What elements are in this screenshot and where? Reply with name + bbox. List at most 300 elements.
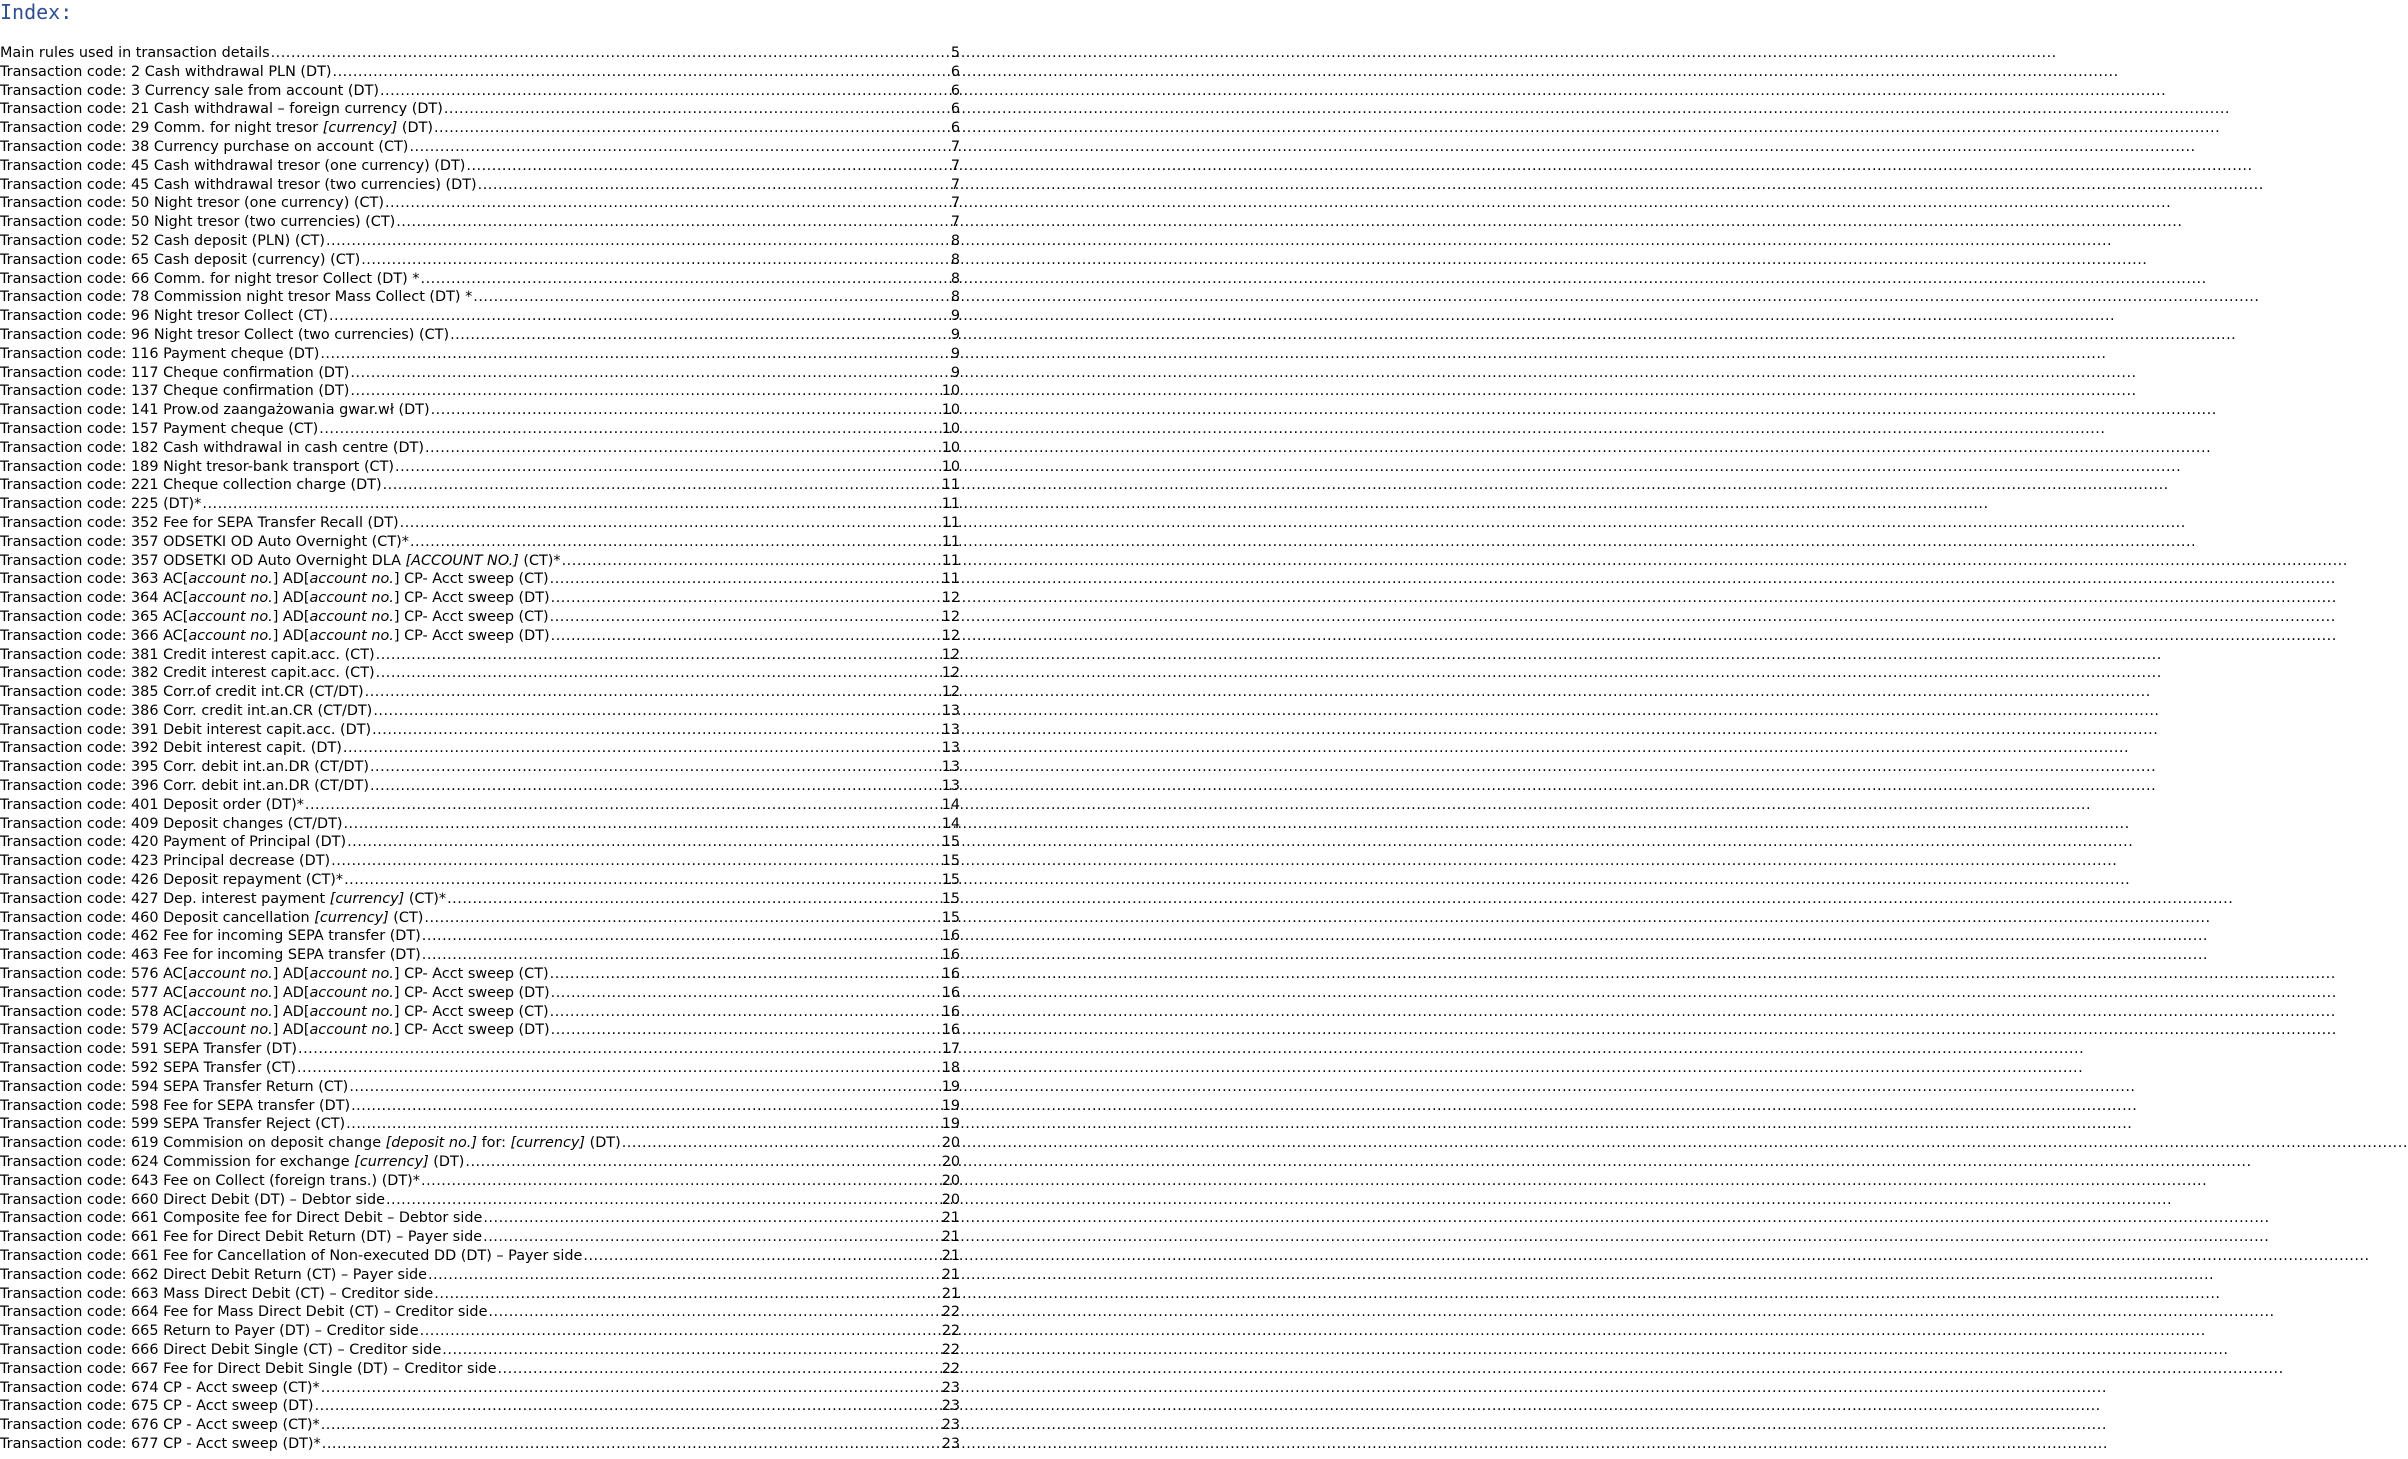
toc-entry-title: Transaction code: 460 Deposit cancellation [currency] (CT): [0, 909, 424, 926]
toc-entry[interactable]: [0, 1435, 960, 1454]
toc-dot-leader: [298, 1040, 941, 1059]
toc-dot-leader: [550, 1003, 941, 1022]
toc-entry-title: Transaction code: 674 CP - Acct sweep (CT)*: [0, 1379, 320, 1396]
toc-entry[interactable]: [0, 345, 960, 364]
toc-entry[interactable]: [0, 1003, 960, 1022]
toc-entry-title: Transaction code: 357 ODSETKI OD Auto Overnight DLA [ACCOUNT NO.] (CT)*: [0, 552, 561, 569]
toc-page-number: 11: [941, 533, 960, 550]
toc-dot-leader: [271, 44, 950, 63]
toc-entry[interactable]: [0, 307, 960, 326]
toc-entry-title: Transaction code: 423 Principal decrease (DT): [0, 853, 331, 870]
toc-entry[interactable]: [0, 608, 960, 627]
toc-dot-leader: [385, 194, 950, 213]
toc-entry[interactable]: [0, 815, 960, 834]
toc-page-number: 11: [941, 477, 960, 494]
toc-entry-title: Transaction code: 395 Corr. debit int.an.DR (CT/DT): [0, 759, 369, 776]
toc-entry[interactable]: [0, 702, 960, 721]
toc-dot-leader: [622, 1134, 941, 1153]
toc-entry[interactable]: [0, 82, 960, 101]
toc-page-number: 8: [950, 270, 960, 287]
toc-entry-title: Transaction code: 599 SEPA Transfer Reject (CT): [0, 1116, 346, 1133]
toc-dot-leader: [297, 1059, 941, 1078]
toc-page-number: 12: [941, 665, 960, 682]
toc-entry[interactable]: [0, 1153, 960, 1172]
table-of-contents: [0, 44, 960, 1454]
toc-dot-leader: [349, 1078, 940, 1097]
toc-entry-title: Transaction code: 50 Night tresor (one currency) (CT): [0, 195, 384, 212]
toc-entry-title: Transaction code: 65 Cash deposit (currency) (CT): [0, 251, 361, 268]
toc-entry[interactable]: [0, 1303, 960, 1322]
toc-entry-title: Transaction code: 117 Cheque confirmation (DT): [0, 364, 350, 381]
toc-page-number: 22: [941, 1360, 960, 1377]
toc-page-number: 12: [941, 684, 960, 701]
toc-entry[interactable]: [0, 1247, 960, 1266]
toc-page-number: 16: [941, 984, 960, 1001]
toc-page-number: 8: [950, 251, 960, 268]
toc-entry-title: Transaction code: 409 Deposit changes (CT/DT): [0, 815, 343, 832]
toc-entry[interactable]: [0, 946, 960, 965]
toc-page-number: 12: [941, 590, 960, 607]
toc-dot-leader: [551, 1021, 941, 1040]
toc-entry-title: Transaction code: 661 Fee for Cancellation of Non-executed DD (DT) – Payer side: [0, 1248, 583, 1264]
toc-entry[interactable]: [0, 495, 960, 514]
index-title: Index:: [0, 0, 73, 24]
toc-page-number: 13: [941, 702, 960, 719]
toc-dot-leader: [424, 909, 940, 928]
toc-entry-title: Transaction code: 661 Composite fee for Direct Debit – Debtor side: [0, 1210, 483, 1227]
toc-page-number: 9: [950, 326, 960, 343]
toc-entry[interactable]: [0, 1360, 960, 1379]
toc-page-number: 15: [941, 853, 960, 870]
toc-dot-leader: [202, 495, 940, 514]
toc-dot-leader: [473, 288, 950, 307]
toc-dot-leader: [425, 439, 941, 458]
toc-entry-title: Transaction code: 426 Deposit repayment (CT)*: [0, 872, 344, 889]
toc-entry[interactable]: [0, 194, 960, 213]
toc-page-number: 16: [941, 1003, 960, 1020]
toc-entry[interactable]: [0, 439, 960, 458]
toc-entry-title: Transaction code: 141 Prow.od zaangażowania gwar.wł (DT): [0, 402, 430, 419]
toc-dot-leader: [350, 364, 949, 383]
toc-entry[interactable]: [0, 420, 960, 439]
toc-page-number: 21: [941, 1229, 960, 1246]
toc-entry-title: Transaction code: 420 Payment of Principal (DT): [0, 834, 347, 851]
toc-dot-leader: [319, 420, 940, 439]
toc-entry-title: Transaction code: 357 ODSETKI OD Auto Overnight (CT)*: [0, 533, 409, 550]
toc-page-number: 10: [941, 402, 960, 419]
toc-entry-title: Transaction code: 45 Cash withdrawal tresor (one currency) (DT): [0, 157, 466, 174]
toc-entry[interactable]: [0, 270, 960, 289]
toc-page-number: 14: [941, 796, 960, 813]
toc-entry[interactable]: [0, 852, 960, 871]
toc-dot-leader: [483, 1209, 940, 1228]
toc-entry[interactable]: [0, 927, 960, 946]
toc-entry[interactable]: [0, 721, 960, 740]
toc-dot-leader: [322, 1435, 941, 1454]
toc-dot-leader: [442, 1341, 940, 1360]
toc-dot-leader: [483, 1228, 941, 1247]
toc-entry-title: Transaction code: 662 Direct Debit Return (CT) – Payer side: [0, 1266, 427, 1283]
toc-entry[interactable]: [0, 1397, 960, 1416]
toc-entry[interactable]: [0, 1341, 960, 1360]
toc-entry-title: Transaction code: 38 Currency purchase on account (CT): [0, 138, 409, 155]
toc-entry-title: Transaction code: 427 Dep. interest payment [currency] (CT)*: [0, 890, 447, 907]
toc-entry[interactable]: [0, 758, 960, 777]
toc-entry[interactable]: [0, 890, 960, 909]
toc-dot-leader: [450, 326, 950, 345]
toc-page-number: 21: [941, 1248, 960, 1264]
toc-page-number: 11: [941, 571, 960, 588]
toc-page-number: 22: [941, 1323, 960, 1340]
toc-dot-leader: [343, 815, 940, 834]
toc-dot-leader: [343, 739, 941, 758]
toc-page-number: 6: [950, 82, 960, 99]
toc-page-number: 11: [941, 552, 960, 569]
toc-dot-leader: [305, 796, 941, 815]
toc-page-number: 20: [941, 1154, 960, 1171]
toc-page-number: 11: [941, 514, 960, 531]
toc-entry-title: Transaction code: 157 Payment cheque (CT): [0, 420, 319, 437]
toc-entry-title: Transaction code: 660 Direct Debit (DT) – Debtor side: [0, 1191, 385, 1208]
toc-page-number: 10: [941, 420, 960, 437]
toc-entry-title: Main rules used in transaction details: [0, 45, 270, 61]
toc-dot-leader: [550, 570, 941, 589]
toc-entry-title: Transaction code: 50 Night tresor (two currencies) (CT): [0, 214, 396, 231]
toc-dot-leader: [465, 1153, 940, 1172]
toc-entry-title: Transaction code: 116 Payment cheque (DT): [0, 345, 320, 362]
toc-entry[interactable]: [0, 251, 960, 270]
toc-entry-title: Transaction code: 225 (DT)*: [0, 496, 202, 513]
toc-page-number: 17: [941, 1041, 960, 1058]
toc-dot-leader: [431, 401, 941, 420]
toc-dot-leader: [370, 777, 941, 796]
toc-entry-title: Transaction code: 577 AC[account no.] AD[account no.] CP- Acct sweep (DT): [0, 984, 550, 1001]
toc-entry[interactable]: [0, 176, 960, 195]
toc-dot-leader: [329, 307, 950, 326]
toc-page-number: 23: [941, 1435, 960, 1452]
toc-page-number: 16: [941, 966, 960, 983]
toc-dot-leader: [400, 514, 941, 533]
toc-entry[interactable]: [0, 1209, 960, 1228]
toc-page-number: 21: [941, 1210, 960, 1227]
toc-dot-leader: [351, 1097, 941, 1116]
toc-dot-leader: [372, 721, 941, 740]
toc-dot-leader: [409, 138, 949, 157]
toc-page-number: 20: [941, 1172, 960, 1189]
toc-entry[interactable]: [0, 1097, 960, 1116]
toc-entry[interactable]: [0, 909, 960, 928]
toc-entry[interactable]: [0, 100, 960, 119]
toc-dot-leader: [376, 646, 941, 665]
toc-entry-title: Transaction code: 45 Cash withdrawal tresor (two currencies) (DT): [0, 176, 477, 193]
toc-entry[interactable]: [0, 871, 960, 890]
toc-entry[interactable]: [0, 1191, 960, 1210]
toc-dot-leader: [447, 890, 941, 909]
toc-dot-leader: [488, 1303, 940, 1322]
toc-entry[interactable]: [0, 119, 960, 138]
toc-entry-title: Transaction code: 592 SEPA Transfer (CT): [0, 1060, 296, 1077]
toc-page-number: 13: [941, 778, 960, 795]
toc-dot-leader: [383, 476, 941, 495]
toc-page-number: 22: [941, 1341, 960, 1358]
toc-entry-title: Transaction code: 677 CP - Acct sweep (DT)*: [0, 1435, 321, 1452]
toc-page-number: 8: [950, 289, 960, 306]
toc-dot-leader: [365, 683, 941, 702]
toc-page-number: 6: [950, 101, 960, 118]
toc-entry[interactable]: [0, 1040, 960, 1059]
toc-page-number: 12: [941, 627, 960, 644]
toc-page-number: 5: [950, 45, 960, 61]
toc-dot-leader: [478, 176, 950, 195]
toc-entry-title: Transaction code: 182 Cash withdrawal in cash centre (DT): [0, 439, 424, 456]
toc-entry-title: Transaction code: 624 Commission for exchange [currency] (DT): [0, 1154, 465, 1171]
toc-entry-title: Transaction code: 619 Commision on deposit change [deposit no.] for: [currency] (DT): [0, 1135, 621, 1152]
toc-entry-title: Transaction code: 221 Cheque collection charge (DT): [0, 477, 382, 494]
toc-page-number: 7: [950, 195, 960, 212]
toc-page-number: 16: [941, 1022, 960, 1039]
toc-entry[interactable]: [0, 476, 960, 495]
toc-dot-leader: [350, 382, 940, 401]
toc-entry-title: Transaction code: 189 Night tresor-bank transport (CT): [0, 458, 395, 475]
toc-dot-leader: [386, 1191, 941, 1210]
toc-entry-title: Transaction code: 578 AC[account no.] AD[account no.] CP- Acct sweep (CT): [0, 1003, 549, 1020]
toc-entry[interactable]: [0, 288, 960, 307]
toc-page-number: 23: [941, 1398, 960, 1415]
toc-dot-leader: [434, 1285, 940, 1304]
toc-entry-title: Transaction code: 365 AC[account no.] AD[account no.] CP- Acct sweep (CT): [0, 608, 549, 625]
toc-entry-title: Transaction code: 676 CP - Acct sweep (CT)*: [0, 1417, 320, 1434]
toc-entry[interactable]: [0, 984, 960, 1003]
toc-dot-leader: [347, 833, 941, 852]
toc-entry[interactable]: [0, 965, 960, 984]
document-page: [0, 0, 960, 1459]
toc-entry-title: Transaction code: 352 Fee for SEPA Transfer Recall (DT): [0, 514, 399, 531]
toc-dot-leader: [361, 251, 950, 270]
toc-page-number: 19: [941, 1116, 960, 1133]
toc-entry[interactable]: [0, 777, 960, 796]
toc-dot-leader: [551, 589, 941, 608]
toc-dot-leader: [550, 608, 941, 627]
toc-entry-title: Transaction code: 462 Fee for incoming SEPA transfer (DT): [0, 928, 421, 945]
toc-entry[interactable]: [0, 683, 960, 702]
toc-dot-leader: [376, 664, 941, 683]
toc-page-number: 7: [950, 176, 960, 193]
toc-entry-title: Transaction code: 29 Comm. for night tresor [currency] (DT): [0, 120, 433, 137]
toc-entry[interactable]: [0, 552, 960, 571]
toc-entry-title: Transaction code: 594 SEPA Transfer Return (CT): [0, 1078, 349, 1095]
toc-dot-leader: [410, 533, 941, 552]
toc-dot-leader: [583, 1247, 940, 1266]
toc-entry[interactable]: [0, 514, 960, 533]
toc-dot-leader: [380, 82, 950, 101]
toc-dot-leader: [344, 871, 941, 890]
toc-page-number: 21: [941, 1266, 960, 1283]
toc-entry-title: Transaction code: 579 AC[account no.] AD[account no.] CP- Acct sweep (DT): [0, 1022, 550, 1039]
toc-entry-title: Transaction code: 598 Fee for SEPA transfer (DT): [0, 1097, 351, 1114]
toc-entry[interactable]: [0, 326, 960, 345]
toc-entry[interactable]: [0, 1416, 960, 1435]
toc-dot-leader: [551, 627, 941, 646]
toc-dot-leader: [320, 345, 950, 364]
toc-page-number: 15: [941, 834, 960, 851]
toc-dot-leader: [373, 702, 940, 721]
toc-dot-leader: [551, 984, 941, 1003]
toc-page-number: 6: [950, 63, 960, 80]
toc-entry-title: Transaction code: 364 AC[account no.] AD[account no.] CP- Acct sweep (DT): [0, 590, 550, 607]
toc-entry-title: Transaction code: 96 Night tresor Collect (CT): [0, 308, 328, 325]
toc-dot-leader: [562, 552, 941, 571]
toc-page-number: 14: [941, 815, 960, 832]
toc-entry-title: Transaction code: 396 Corr. debit int.an.DR (CT/DT): [0, 778, 369, 795]
toc-page-number: 7: [950, 214, 960, 231]
toc-entry[interactable]: [0, 570, 960, 589]
toc-entry-title: Transaction code: 661 Fee for Direct Debit Return (DT) – Payer side: [0, 1229, 483, 1246]
toc-dot-leader: [420, 1322, 941, 1341]
toc-dot-leader: [421, 270, 950, 289]
toc-page-number: 10: [941, 458, 960, 475]
toc-page-number: 6: [950, 120, 960, 137]
toc-entry-title: Transaction code: 382 Credit interest capit.acc. (CT): [0, 665, 375, 682]
toc-entry[interactable]: [0, 458, 960, 477]
toc-entry-title: Transaction code: 666 Direct Debit Single (CT) – Creditor side: [0, 1341, 442, 1358]
toc-entry-title: Transaction code: 2 Cash withdrawal PLN (DT): [0, 63, 332, 80]
toc-entry[interactable]: [0, 1134, 960, 1153]
toc-page-number: 20: [941, 1135, 960, 1152]
toc-entry[interactable]: [0, 213, 960, 232]
toc-dot-leader: [321, 1379, 941, 1398]
toc-entry[interactable]: [0, 1021, 960, 1040]
toc-page-number: 12: [941, 646, 960, 663]
toc-entry[interactable]: [0, 796, 960, 815]
toc-dot-leader: [428, 1266, 941, 1285]
toc-entry[interactable]: [0, 1266, 960, 1285]
toc-dot-leader: [421, 1172, 941, 1191]
toc-entry-title: Transaction code: 363 AC[account no.] AD[account no.] CP- Acct sweep (CT): [0, 571, 549, 588]
toc-entry[interactable]: [0, 1285, 960, 1304]
toc-entry-title: Transaction code: 385 Corr.of credit int.CR (CT/DT): [0, 684, 364, 701]
toc-page-number: 19: [941, 1097, 960, 1114]
toc-page-number: 15: [941, 872, 960, 889]
toc-page-number: 15: [941, 909, 960, 926]
toc-entry[interactable]: [0, 232, 960, 251]
toc-entry-title: Transaction code: 667 Fee for Direct Debit Single (DT) – Creditor side: [0, 1360, 497, 1377]
toc-entry[interactable]: [0, 1172, 960, 1191]
toc-entry-title: Transaction code: 386 Corr. credit int.an.CR (CT/DT): [0, 702, 373, 719]
toc-entry[interactable]: [0, 138, 960, 157]
toc-entry[interactable]: [0, 401, 960, 420]
toc-page-number: 19: [941, 1078, 960, 1095]
toc-dot-leader: [434, 119, 950, 138]
toc-entry[interactable]: [0, 44, 960, 63]
toc-dot-leader: [315, 1397, 941, 1416]
toc-entry[interactable]: [0, 739, 960, 758]
toc-entry[interactable]: [0, 364, 960, 383]
toc-page-number: 11: [941, 496, 960, 513]
toc-entry-title: Transaction code: 21 Cash withdrawal – foreign currency (DT): [0, 101, 443, 118]
toc-page-number: 7: [950, 157, 960, 174]
toc-dot-leader: [550, 965, 941, 984]
toc-entry[interactable]: [0, 533, 960, 552]
toc-page-number: 21: [941, 1285, 960, 1302]
toc-entry-title: Transaction code: 366 AC[account no.] AD[account no.] CP- Acct sweep (DT): [0, 627, 550, 644]
toc-entry-title: Transaction code: 137 Cheque confirmation (DT): [0, 383, 350, 400]
toc-dot-leader: [466, 157, 949, 176]
toc-page-number: 10: [941, 439, 960, 456]
toc-page-number: 13: [941, 721, 960, 738]
toc-entry[interactable]: [0, 664, 960, 683]
toc-entry[interactable]: [0, 157, 960, 176]
toc-page-number: 22: [941, 1304, 960, 1321]
toc-entry-title: Transaction code: 52 Cash deposit (PLN) (CT): [0, 232, 325, 249]
toc-entry-title: Transaction code: 381 Credit interest capit.acc. (CT): [0, 646, 375, 663]
toc-dot-leader: [422, 946, 941, 965]
toc-page-number: 13: [941, 740, 960, 757]
toc-entry-title: Transaction code: 675 CP - Acct sweep (DT): [0, 1398, 314, 1415]
toc-entry-title: Transaction code: 576 AC[account no.] AD[account no.] CP- Acct sweep (CT): [0, 966, 549, 983]
toc-entry-title: Transaction code: 665 Return to Payer (DT) – Creditor side: [0, 1323, 419, 1340]
toc-entry-title: Transaction code: 663 Mass Direct Debit (CT) – Creditor side: [0, 1285, 434, 1302]
toc-entry-title: Transaction code: 66 Comm. for night tresor Collect (DT) *: [0, 270, 420, 287]
toc-dot-leader: [346, 1115, 941, 1134]
toc-entry-title: Transaction code: 401 Deposit order (DT)*: [0, 796, 304, 813]
toc-entry-title: Transaction code: 96 Night tresor Collect (two currencies) (CT): [0, 326, 450, 343]
toc-page-number: 23: [941, 1379, 960, 1396]
toc-page-number: 10: [941, 383, 960, 400]
toc-page-number: 16: [941, 947, 960, 964]
toc-dot-leader: [326, 232, 950, 251]
toc-entry[interactable]: [0, 833, 960, 852]
toc-entry[interactable]: [0, 382, 960, 401]
toc-entry-title: Transaction code: 391 Debit interest capit.acc. (DT): [0, 721, 372, 738]
toc-entry-title: Transaction code: 78 Commission night tresor Mass Collect (DT) *: [0, 289, 473, 306]
toc-entry-title: Transaction code: 3 Currency sale from account (DT): [0, 82, 379, 99]
toc-page-number: 12: [941, 608, 960, 625]
toc-page-number: 20: [941, 1191, 960, 1208]
toc-dot-leader: [444, 100, 950, 119]
toc-dot-leader: [321, 1416, 941, 1435]
toc-entry[interactable]: [0, 1228, 960, 1247]
toc-page-number: 18: [941, 1060, 960, 1077]
toc-page-number: 9: [950, 308, 960, 325]
toc-page-number: 23: [941, 1417, 960, 1434]
toc-dot-leader: [331, 852, 941, 871]
toc-page-number: 7: [950, 138, 960, 155]
toc-page-number: 8: [950, 232, 960, 249]
toc-dot-leader: [333, 63, 950, 82]
toc-entry[interactable]: [0, 627, 960, 646]
toc-dot-leader: [396, 213, 950, 232]
toc-entry-title: Transaction code: 463 Fee for incoming SEPA transfer (DT): [0, 947, 421, 964]
toc-entry-title: Transaction code: 664 Fee for Mass Direct Debit (CT) – Creditor side: [0, 1304, 488, 1321]
toc-entry[interactable]: [0, 1322, 960, 1341]
toc-entry[interactable]: [0, 1379, 960, 1398]
toc-page-number: 9: [950, 364, 960, 381]
toc-page-number: 9: [950, 345, 960, 362]
toc-entry[interactable]: [0, 1115, 960, 1134]
toc-entry[interactable]: [0, 1078, 960, 1097]
toc-dot-leader: [422, 927, 941, 946]
toc-entry[interactable]: [0, 646, 960, 665]
toc-dot-leader: [370, 758, 941, 777]
toc-page-number: 13: [941, 759, 960, 776]
toc-entry-title: Transaction code: 591 SEPA Transfer (DT): [0, 1041, 298, 1058]
toc-entry-title: Transaction code: 392 Debit interest capit. (DT): [0, 740, 342, 757]
toc-dot-leader: [395, 458, 941, 477]
toc-entry[interactable]: [0, 589, 960, 608]
toc-entry[interactable]: [0, 1059, 960, 1078]
toc-entry[interactable]: [0, 63, 960, 82]
toc-entry-title: Transaction code: 643 Fee on Collect (foreign trans.) (DT)*: [0, 1172, 420, 1189]
